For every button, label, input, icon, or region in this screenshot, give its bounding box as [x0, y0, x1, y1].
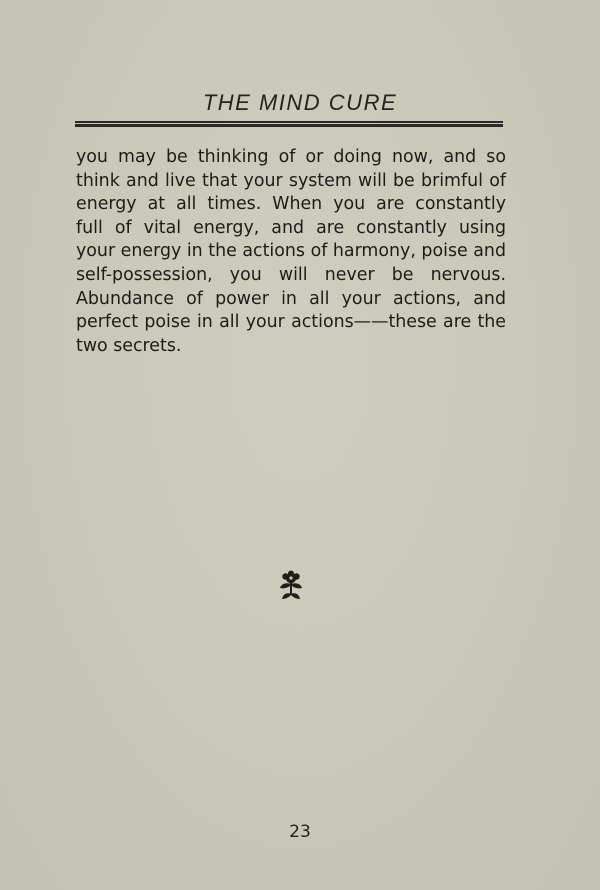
header-rule-thin	[75, 121, 503, 123]
page-number: 23	[289, 822, 311, 842]
header-double-rule	[75, 121, 503, 127]
text-line: think and live that your system will be brimful of	[76, 170, 506, 191]
text-line: your energy in the actions of harmony, poise and	[76, 241, 506, 262]
body-paragraph	[76, 146, 506, 358]
fleuron-flower-icon	[278, 570, 304, 602]
text-line: Abundance of power in all your actions, and	[76, 288, 506, 309]
header-rule-thick	[75, 124, 503, 127]
text-line: two secrets.	[76, 335, 182, 356]
running-head-title: THE MIND CURE	[202, 90, 398, 115]
text-line: you may be thinking of or doing now, and so	[76, 147, 506, 167]
text-line: full of vital energy, and are constantly using	[76, 217, 506, 238]
text-line: perfect poise in all your actions——these are the	[76, 312, 506, 333]
text-line: energy at all times. When you are constantly	[76, 194, 506, 215]
text-line: self-possession, you will never be nervous.	[76, 264, 506, 285]
